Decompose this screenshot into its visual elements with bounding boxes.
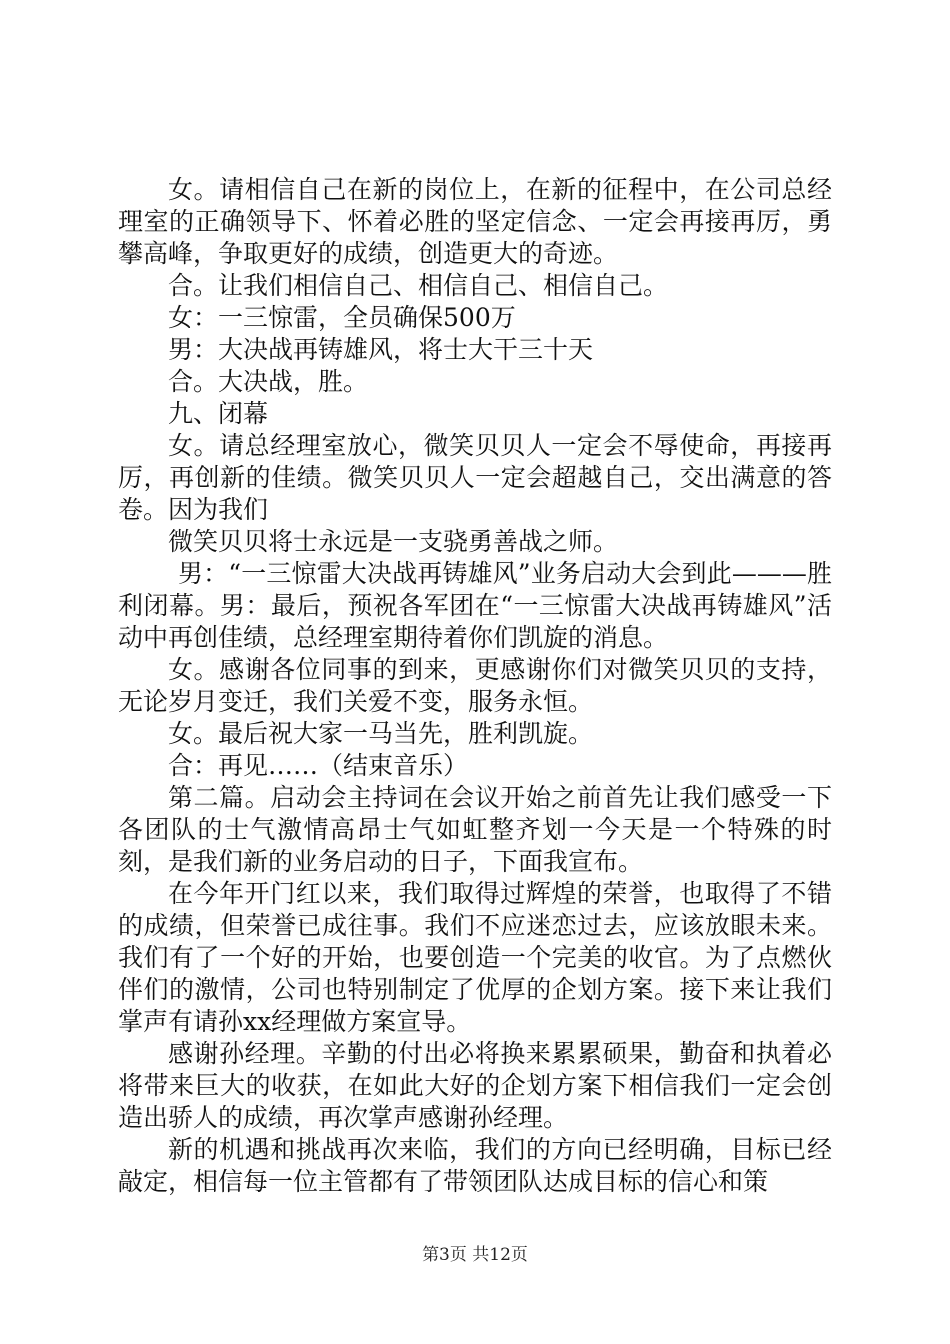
paragraph: 男：大决战再铸雄风，将士大干三十天 <box>168 335 594 364</box>
paragraph: 感谢孙经理。辛勤的付出必将换来累累硕果，勤奋和执着必将带来巨大的收获，在如此大好的企划方案下相信我们一定会创造出骄人的成绩，再次掌声感谢孙经理。 <box>118 1039 832 1132</box>
section-heading: 九、闭幕 <box>168 399 269 428</box>
page-number: 第3页 共12页 <box>422 1245 528 1265</box>
paragraph: 男：“一三惊雷大决战再铸雄风”业务启动大会到此———胜利闭幕。男：最后，预祝各军团在“一三惊雷大决战再铸雄风”活动中再创佳绩，总经理室期待着你们凯旋的消息。 <box>118 559 832 652</box>
paragraph: 女：一三惊雷，全员确保500万 <box>168 303 516 332</box>
paragraph: 女。请相信自己在新的岗位上，在新的征程中，在公司总经理室的正确领导下、怀着必胜的坚定信念、一定会再接再厉，勇攀高峰，争取更好的成绩，创造更大的奇迹。 <box>118 175 832 268</box>
paragraph: 新的机遇和挑战再次来临，我们的方向已经明确，目标已经敲定，相信每一位主管都有了带领团队达成目标的信心和策 <box>118 1135 832 1196</box>
document-body <box>118 174 832 1198</box>
paragraph: 微笑贝贝将士永远是一支骁勇善战之师。 <box>168 527 619 556</box>
paragraph: 在今年开门红以来，我们取得过辉煌的荣誉，也取得了不错的成绩，但荣誉已成往事。我们不应迷恋过去，应该放眼未来。我们有了一个好的开始，也要创造一个完美的收官。为了点燃伙伴们的激情，公司也特别制定了优厚的企划方案。接下来让我们掌声有请孙xx经理做方案宣导。 <box>118 879 832 1036</box>
paragraph: 第二篇。启动会主持词在会议开始之前首先让我们感受一下各团队的士气激情高昂士气如虹整齐划一今天是一个特殊的时刻，是我们新的业务启动的日子，下面我宣布。 <box>118 783 832 876</box>
paragraph: 合。大决战，胜。 <box>168 367 369 396</box>
paragraph: 女。最后祝大家一马当先，胜利凯旋。 <box>168 719 594 748</box>
paragraph: 合：再见……（结束音乐） <box>168 751 469 780</box>
paragraph: 女。请总经理室放心，微笑贝贝人一定会不辱使命，再接再厉，再创新的佳绩。微笑贝贝人一定会超越自己，交出满意的答卷。因为我们 <box>118 431 832 524</box>
paragraph: 女。感谢各位同事的到来，更感谢你们对微笑贝贝的支持，无论岁月变迁，我们关爱不变，服务永恒。 <box>118 655 832 716</box>
paragraph: 合。让我们相信自己、相信自己、相信自己。 <box>168 271 669 300</box>
